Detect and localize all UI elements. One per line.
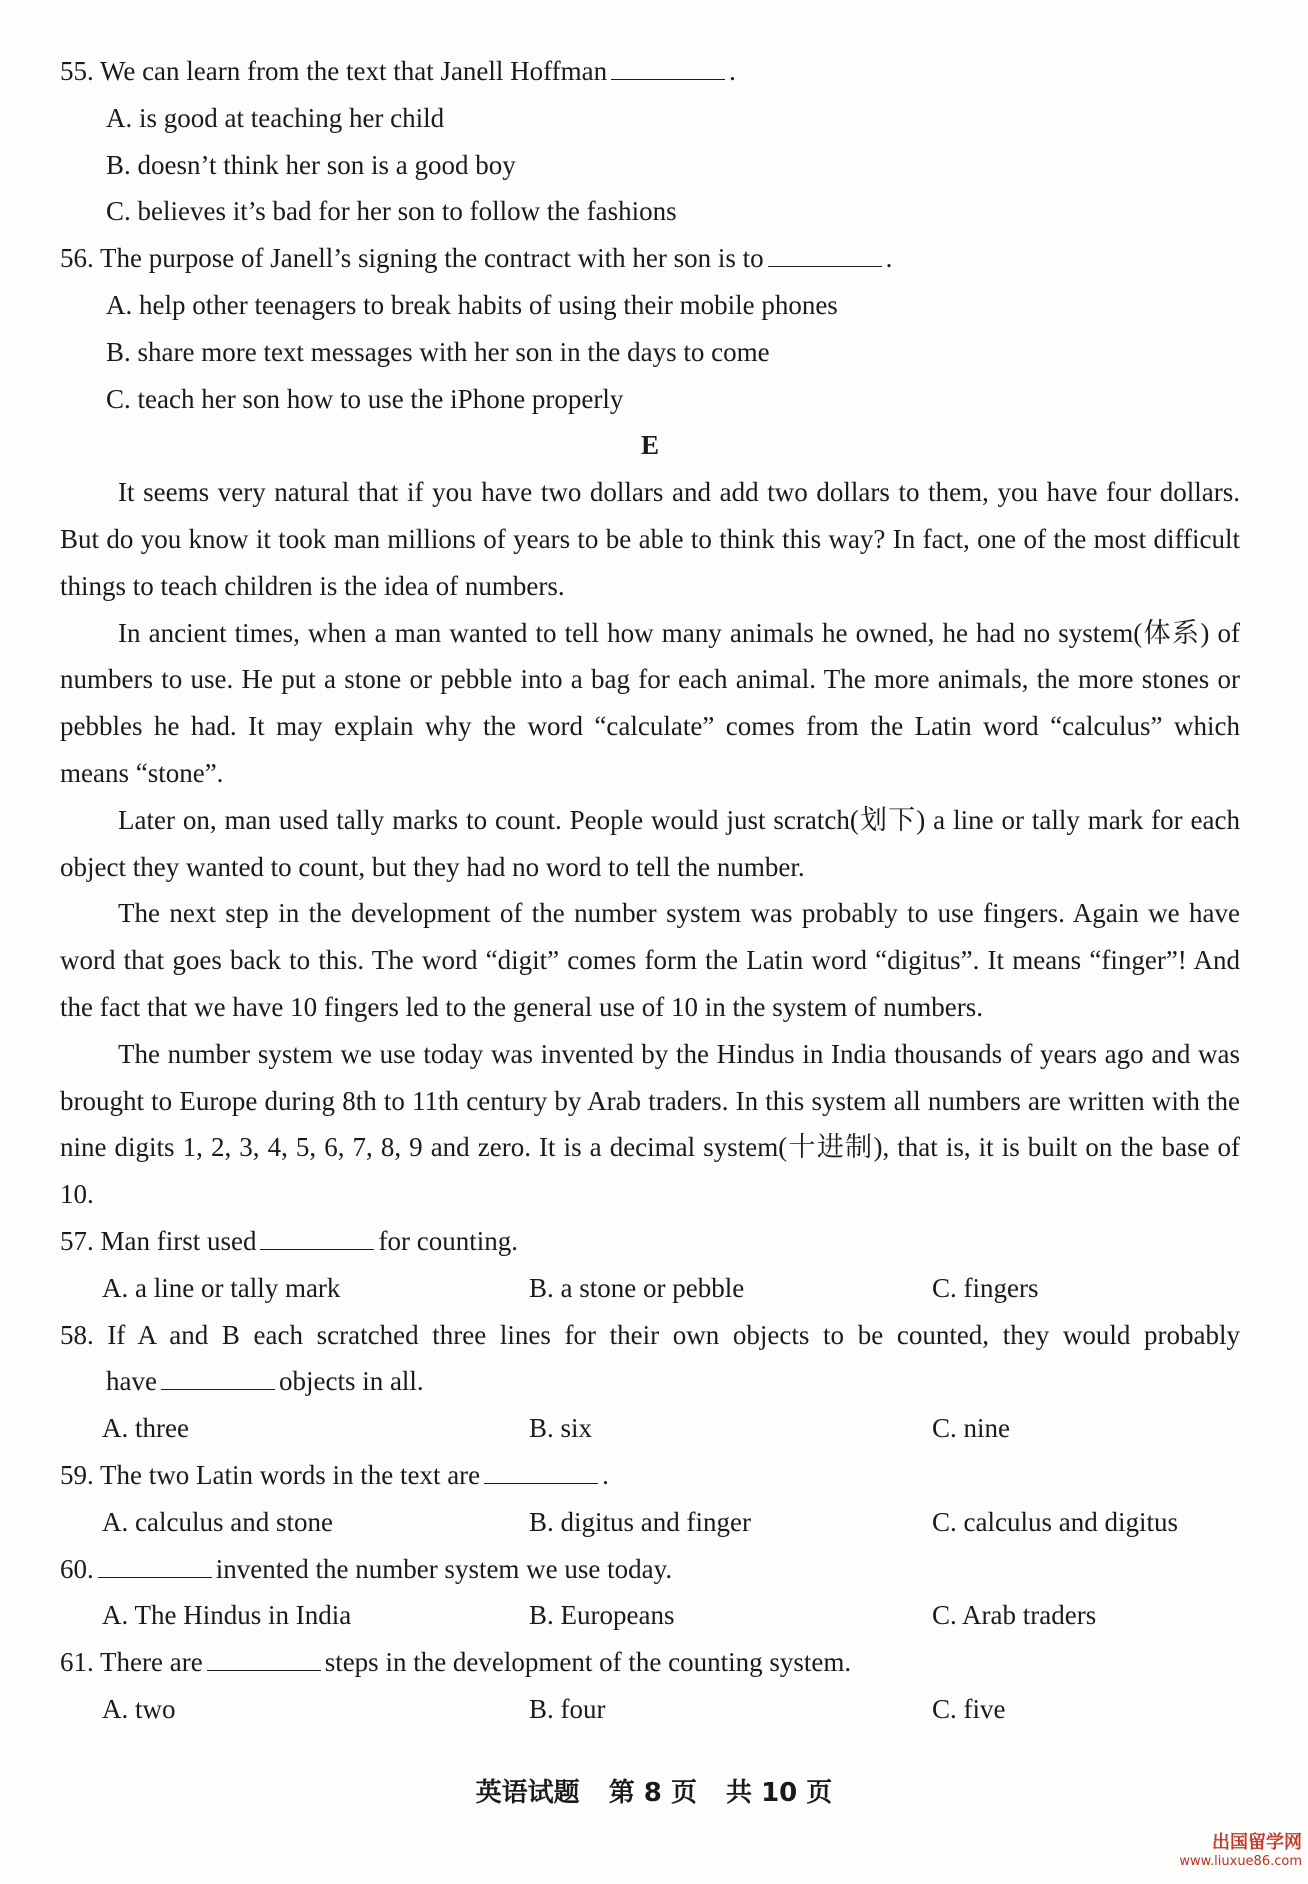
option-55-c: C. believes it’s bad for her son to follow the fashions — [106, 196, 677, 227]
section-title: E — [640, 430, 659, 461]
question-60-number: 60. — [60, 1553, 94, 1584]
answer-blank — [161, 1363, 275, 1390]
answer-blank — [98, 1551, 212, 1578]
watermark-name: 出国留学网 — [1212, 1832, 1302, 1853]
question-57-stem-end: for counting. — [378, 1225, 518, 1256]
question-61-stem-end: steps in the development of the counting system. — [324, 1647, 852, 1678]
option-59-c: C. calculus and digitus — [932, 1506, 1178, 1537]
option-61-b: B. four — [529, 1693, 606, 1724]
question-58-line-2 — [60, 1358, 1240, 1405]
answer-blank — [611, 53, 725, 80]
option-60-c: C. Arab traders — [932, 1600, 1097, 1631]
passage-paragraph-2: In ancient times, when a man wanted to tell how many animals he owned, he had no system(体系) of numbers to use. He put a stone or pebble into a bag for each animal. The more animals, the more stones or pebbles he had. It may explain why the word “calculate” comes from the Latin word “calculus” which means “stone”. — [60, 617, 1240, 788]
question-57-stem: 57. Man first used — [60, 1225, 257, 1256]
question-55 — [60, 48, 1240, 95]
option-60-a: A. The Hindus in India — [102, 1600, 352, 1631]
footer-total-pages: 共 10 页 — [726, 1778, 833, 1808]
answer-blank — [207, 1644, 321, 1671]
answer-blank — [768, 240, 882, 267]
option-57-c: C. fingers — [932, 1272, 1039, 1303]
option-56-b: B. share more text messages with her son in the days to come — [106, 336, 770, 367]
question-56-stem: 56. The purpose of Janell’s signing the contract with her son is to — [60, 243, 764, 274]
passage-paragraph-5: The number system we use today was invented by the Hindus in India thousands of years ago and was brought to Europe during 8th to 11th century by Arab traders. In this system all numbers are written with the nine digits 1, 2, 3, 4, 5, 6, 7, 8, 9 and zero. It is a decimal system(十进制), that is, it is built on the base of 10. — [60, 1038, 1240, 1210]
question-61 — [60, 1639, 1240, 1686]
option-57-b: B. a stone or pebble — [529, 1272, 745, 1303]
footer-page-number: 第 8 页 — [608, 1778, 697, 1808]
option-55-a: A. is good at teaching her child — [106, 102, 445, 133]
options-57 — [60, 1265, 1240, 1312]
answer-blank — [260, 1223, 374, 1250]
answer-blank — [484, 1457, 598, 1484]
watermark-url: www.liuxue86.com — [1179, 1854, 1302, 1869]
passage-paragraph-4: The next step in the development of the number system was probably to use fingers. Again we have word that goes back to this. The word “digit” comes form the Latin word “digitus”. It means “finger”! And the fact that we have 10 fingers led to the general use of 10 in the system of numbers. — [60, 898, 1240, 1022]
question-58: 58. If A and B each scratched three lines for their own objects to be counted, they would probably — [60, 1319, 1240, 1350]
question-58-stem-b: objects in all. — [278, 1366, 424, 1397]
question-56 — [60, 235, 1240, 282]
page-content — [60, 48, 1240, 1733]
option-56-a: A. help other teenagers to break habits of using their mobile phones — [106, 289, 838, 320]
question-61-stem: 61. There are — [60, 1647, 203, 1678]
question-59-end: . — [602, 1459, 609, 1490]
options-61 — [60, 1686, 1240, 1733]
passage-paragraph-1: It seems very natural that if you have two dollars and add two dollars to them, you have four dollars. But do you know it took man millions of years to be able to think this way? In fact, one of the most difficult things to teach children is the idea of numbers. — [60, 477, 1240, 601]
question-60 — [60, 1546, 1240, 1593]
question-59 — [60, 1452, 1240, 1499]
page-footer — [0, 1770, 1308, 1817]
option-58-b: B. six — [529, 1413, 593, 1444]
option-59-b: B. digitus and finger — [529, 1506, 751, 1537]
passage-paragraph-3: Later on, man used tally marks to count. People would just scratch(划下) a line or tally mark for each object they wanted to count, but they had no word to tell the number. — [60, 804, 1240, 882]
question-60-stem: invented the number system we use today. — [215, 1553, 673, 1584]
option-61-c: C. five — [932, 1693, 1006, 1724]
options-58 — [60, 1405, 1240, 1452]
question-56-end: . — [885, 243, 893, 274]
watermark-logo — [1176, 1832, 1302, 1878]
option-58-c: C. nine — [932, 1413, 1010, 1444]
question-58-stem-a: have — [106, 1366, 157, 1397]
question-55-stem: 55. We can learn from the text that Janell Hoffman — [60, 56, 608, 86]
question-59-stem: 59. The two Latin words in the text are — [60, 1459, 481, 1490]
option-61-a: A. two — [102, 1693, 176, 1724]
option-56-c: C. teach her son how to use the iPhone properly — [106, 383, 624, 414]
footer-subject: 英语试题 — [475, 1778, 580, 1808]
option-60-b: B. Europeans — [529, 1600, 675, 1631]
option-59-a: A. calculus and stone — [102, 1506, 333, 1537]
options-59 — [60, 1499, 1240, 1546]
question-55-end: . — [729, 56, 736, 86]
option-57-a: A. a line or tally mark — [102, 1272, 341, 1303]
option-58-a: A. three — [102, 1413, 189, 1444]
option-55-b: B. doesn’t think her son is a good boy — [106, 149, 516, 180]
options-60 — [60, 1592, 1240, 1639]
question-57 — [60, 1218, 1240, 1265]
